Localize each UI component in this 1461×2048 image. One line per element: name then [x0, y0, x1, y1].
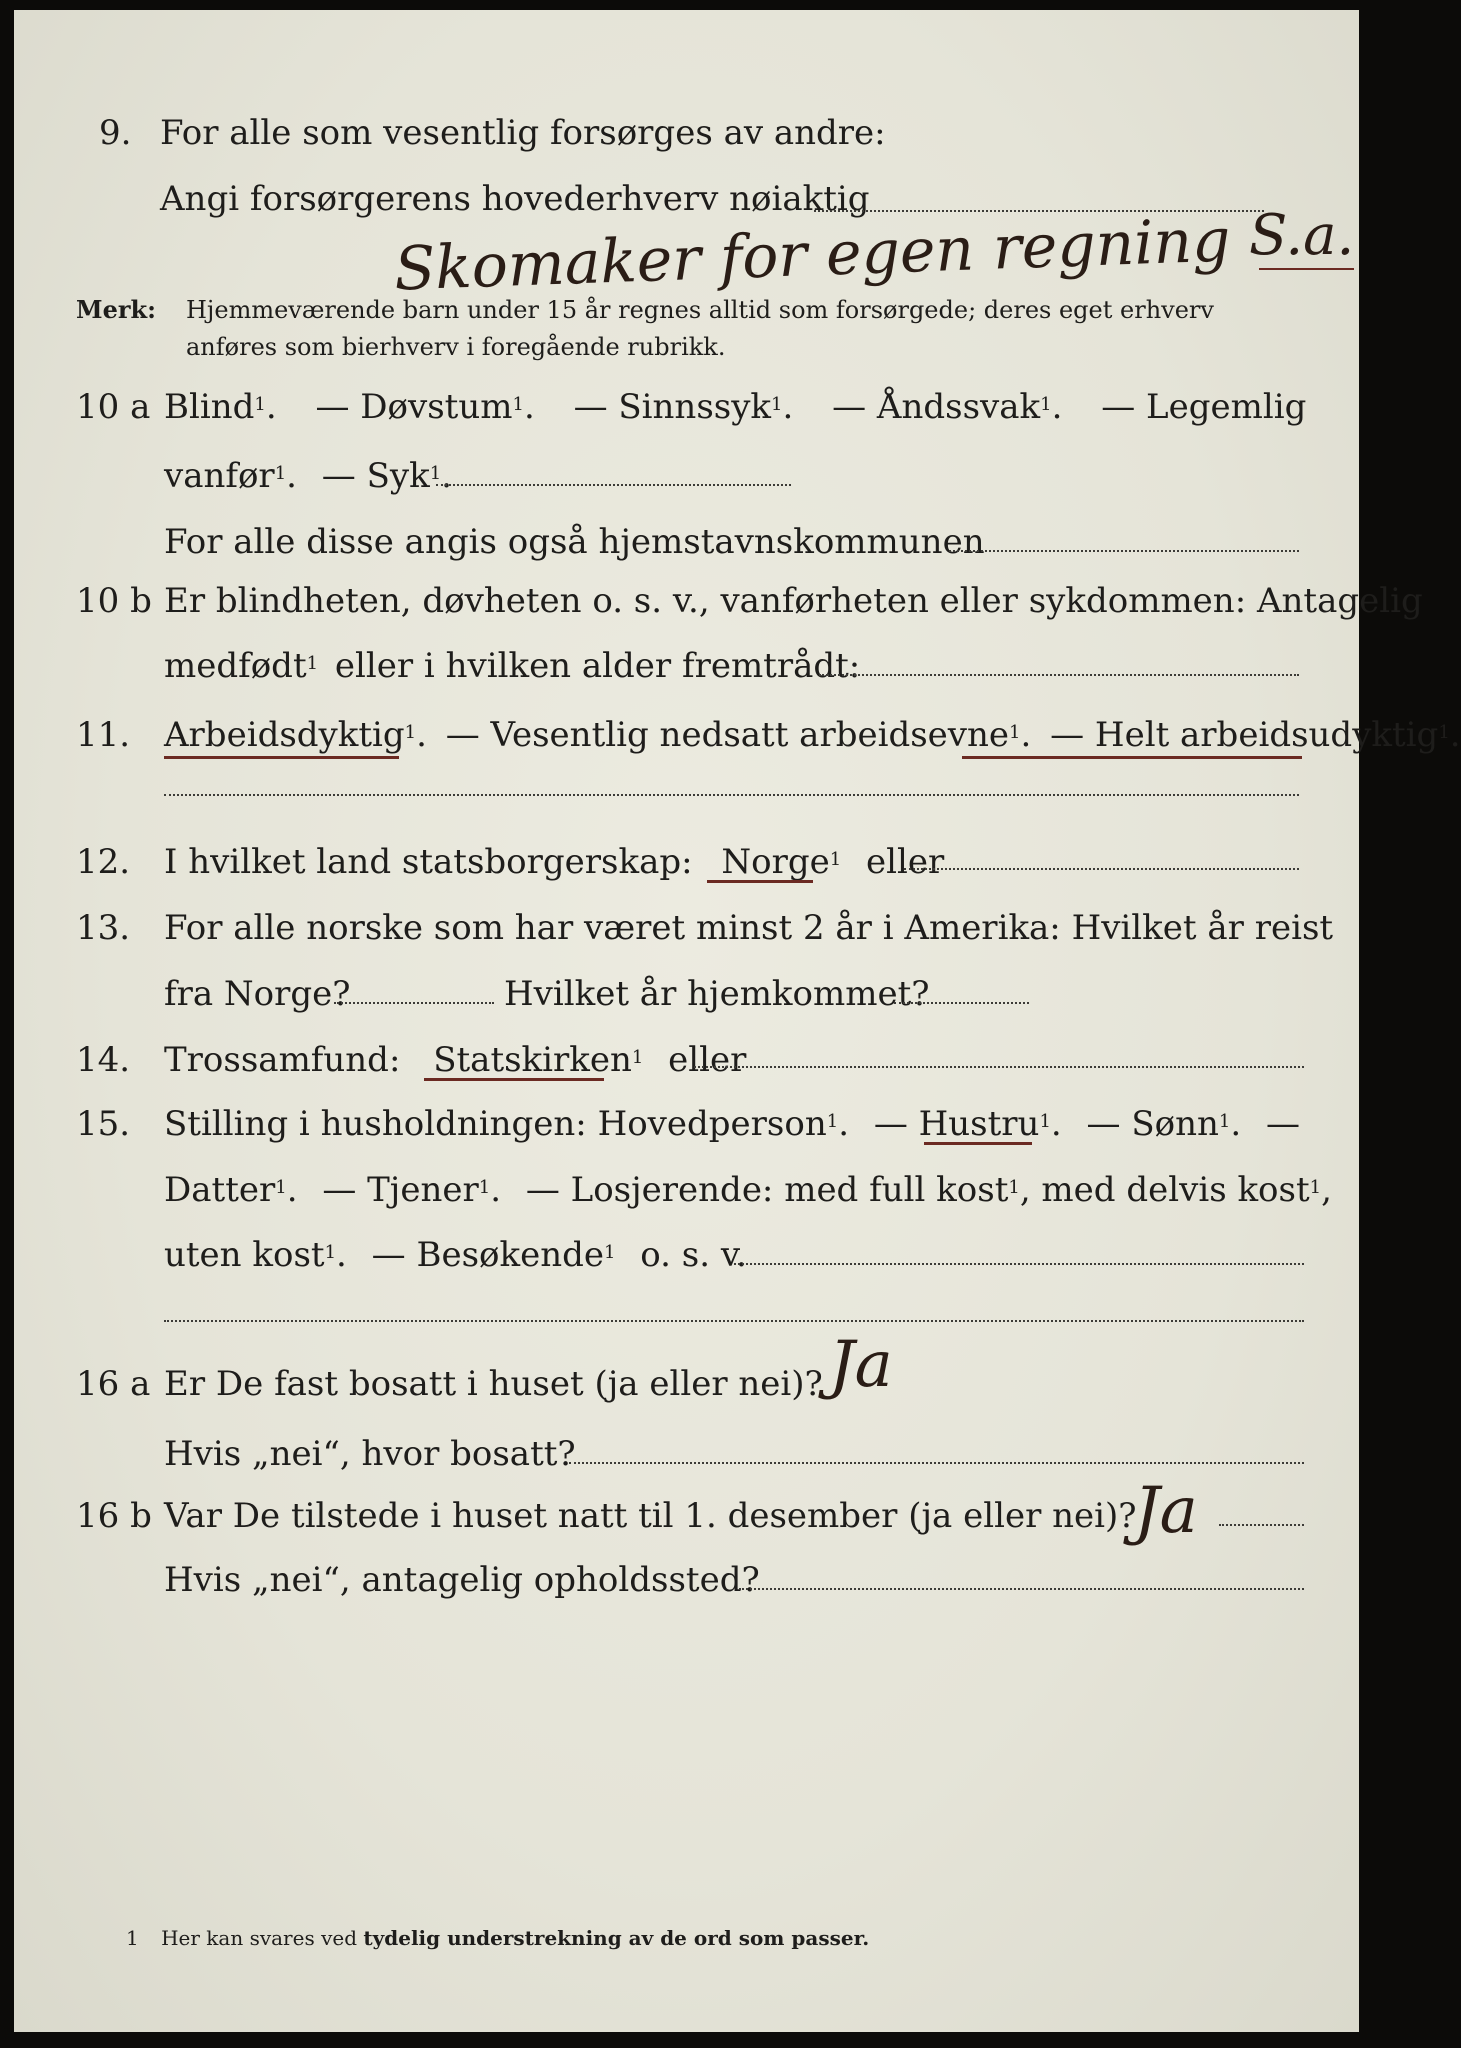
q10a-line1: Blind$^1$. — Døvstum$^1$. — Sinnssyk$^1$. — Åndssvak$^1$. — Legemlig — [164, 387, 1307, 427]
q13-line2a: fra Norge? — [164, 974, 351, 1014]
q10a-number: 10 a — [76, 387, 151, 427]
q16b-line2: Hvis „nei“, antagelig opholdssted? — [164, 1560, 760, 1600]
q10b-answer-line — [819, 674, 1299, 676]
census-form-page — [14, 10, 1461, 2032]
q12-number: 12. — [76, 842, 131, 882]
q13-line2b: Hvilket år hjemkommet? — [504, 974, 930, 1014]
q9-number: 9. — [99, 113, 132, 153]
q14-line: Trossamfund: Statskirken$^1$ eller — [164, 1040, 747, 1080]
q16a-number: 16 a — [76, 1364, 151, 1404]
q15-line1: Stilling i husholdningen: Hovedperson$^1$. — Hustru$^1$. — Sønn$^1$. — — [164, 1104, 1300, 1144]
q10a-line2: vanfør$^1$. — Syk$^1$. — [164, 456, 452, 496]
q15-answer-line — [734, 1263, 1304, 1265]
q10b-line1: Er blindheten, døvheten o. s. v., vanførheten eller sykdommen: Antagelig — [164, 581, 1423, 621]
q13-line1: For alle norske som har været minst 2 år i Amerika: Hvilket år reist — [164, 908, 1334, 948]
q16b-answer-line — [1219, 1524, 1304, 1526]
q11-blank-line — [164, 794, 1299, 796]
note-label: Merk: — [76, 295, 156, 324]
q11-helt-underline — [962, 756, 1302, 759]
note-line1: Hjemmeværende barn under 15 år regnes alltid som forsørgede; deres eget erhverv — [186, 296, 1214, 324]
q11-arbeidsdyktig-underline — [164, 756, 399, 759]
q15-line3: uten kost$^1$. — Besøkende$^1$ o. s. v. — [164, 1235, 747, 1275]
q14-number: 14. — [76, 1040, 131, 1080]
q14-statskirken-underline — [424, 1078, 604, 1081]
q9-line2: Angi forsørgerens hovederhverv nøiaktig — [160, 179, 870, 219]
q12-line: I hvilket land statsborgerskap: Norge$^1$ eller — [164, 842, 945, 882]
q10a-syk-line — [436, 484, 791, 486]
q12-answer-line — [904, 868, 1299, 870]
q15-blank-line — [164, 1320, 1304, 1322]
q16a-line1: Er De fast bosatt i huset (ja eller nei)? — [164, 1364, 823, 1404]
q10b-number: 10 b — [76, 581, 152, 621]
q9-mark-underline — [1259, 268, 1354, 270]
q16b-line1: Var De tilstede i huset natt til 1. desember (ja eller nei)? — [164, 1496, 1137, 1536]
q16a-bosatt-line — [569, 1462, 1304, 1464]
q10b-line2: medfødt$^1$ eller i hvilken alder fremtrådt: — [164, 646, 861, 686]
q11-number: 11. — [76, 715, 131, 755]
q15-hustru-underline — [924, 1142, 1032, 1145]
q10a-line3: For alle disse angis også hjemstavnskommunen — [164, 522, 985, 562]
q16b-opholdssted-line — [739, 1588, 1304, 1590]
q12-norge-underline — [707, 880, 813, 883]
q10a-hjemstavn-line — [949, 550, 1299, 552]
q9-handwritten-answer: Skomaker for egen regning — [393, 205, 1232, 305]
q15-number: 15. — [76, 1104, 131, 1144]
q15-line2: Datter$^1$. — Tjener$^1$. — Losjerende: med full kost$^1$, med delvis kost$^1$, — [164, 1170, 1332, 1210]
q13-reist-line — [334, 1002, 494, 1004]
q13-number: 13. — [76, 908, 131, 948]
q11-line: Arbeidsdyktig$^1$. — Vesentlig nedsatt arbeidsevne$^1$. — Helt arbeidsudyktig$^1$. — [164, 715, 1461, 755]
q9-handwritten-mark: S.a. — [1249, 203, 1355, 268]
q16b-handwritten-answer: Ja — [1134, 1474, 1198, 1548]
q16b-number: 16 b — [76, 1496, 152, 1536]
q9-line1: For alle som vesentlig forsørges av andre: — [160, 113, 886, 153]
footnote: 1 Her kan svares ved tydelig understrekning av de ord som passer. — [126, 1926, 870, 1950]
q13-hjemkommet-line — [894, 1002, 1029, 1004]
q16a-handwritten-answer: Ja — [829, 1328, 893, 1402]
q16a-line2: Hvis „nei“, hvor bosatt? — [164, 1434, 576, 1474]
q14-answer-line — [694, 1066, 1304, 1068]
note-line2: anføres som bierhverv i foregående rubrikk. — [186, 333, 726, 361]
